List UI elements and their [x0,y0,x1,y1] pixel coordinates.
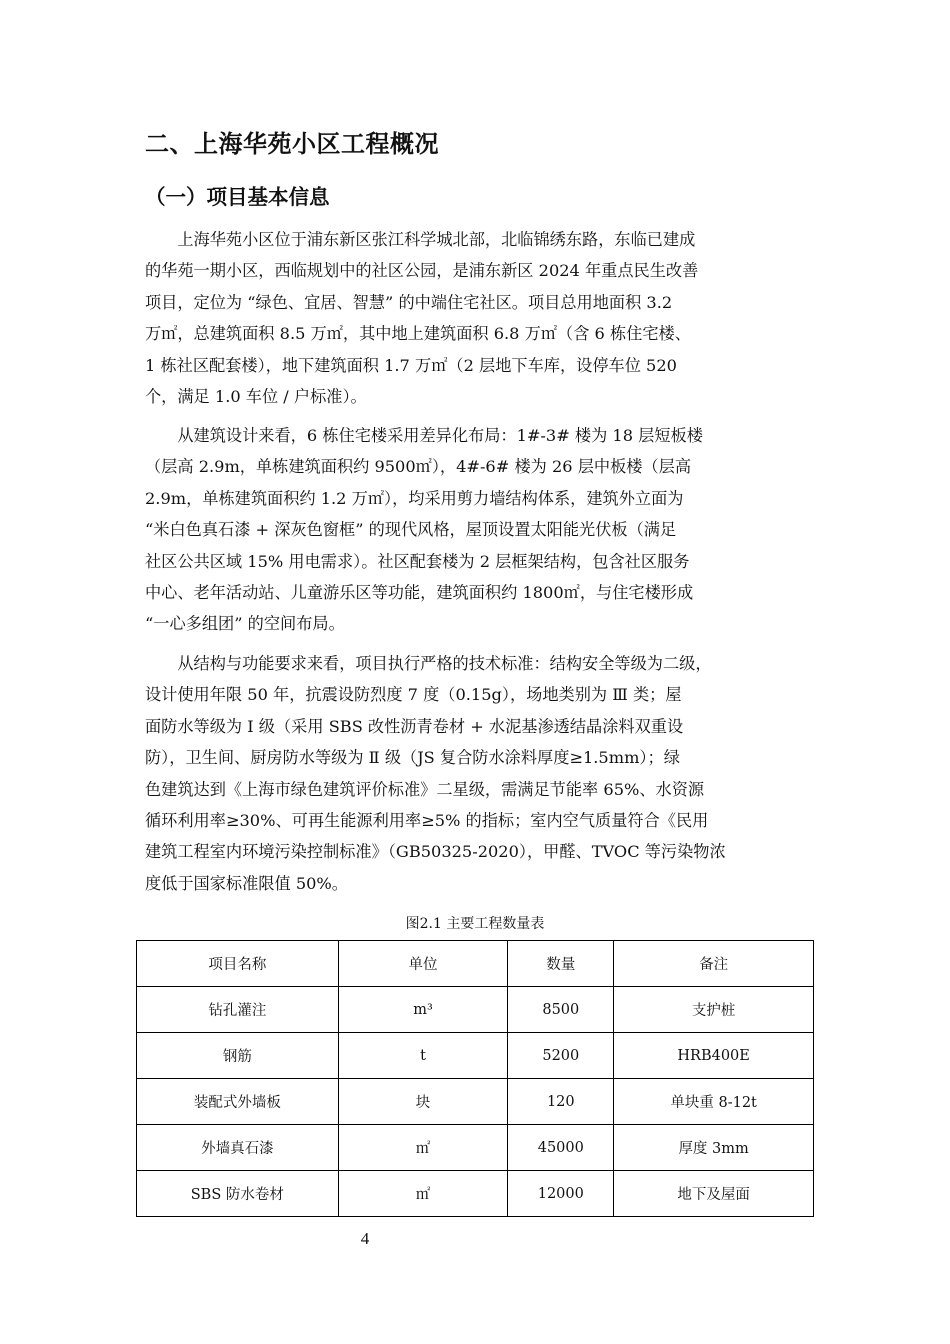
text-line: “一心多组团” 的空间布局。 [145,614,345,634]
table-cell: SBS 防水卷材 [137,1171,339,1217]
table-row [137,1171,814,1217]
table-cell: t [338,1033,508,1079]
text-line: 设计使用年限 50 年，抗震设防烈度 7 度（0.15g），场地类别为 Ⅲ 类；屋 [145,685,682,705]
text-line: 面防水等级为 Ⅰ 级（采用 SBS 改性沥青卷材 + 水泥基渗透结晶涂料双重设 [145,716,684,736]
text-line: 个，满足 1.0 车位 / 户标准）。 [145,386,367,406]
text-line: 社区公共区域 15% 用电需求）。社区配套楼为 2 层框架结构，包含社区服务 [145,551,690,571]
header-cell-item: 项目名称 [137,941,339,987]
table-cell: 厚度 3mm [614,1125,814,1171]
table-cell: 地下及屋面 [614,1171,814,1217]
page-number: 4 [360,1229,370,1248]
table-row [137,987,814,1033]
table-cell: 钢筋 [137,1033,339,1079]
table-cell: 支护桩 [614,987,814,1033]
table-cell: 钻孔灌注 [137,987,339,1033]
table-row [137,1125,814,1171]
quantity-table [136,940,814,1217]
text-line: 1 栋社区配套楼），地下建筑面积 1.7 万㎡（2 层地下车库，设停车位 520 [145,355,677,375]
header-cell-unit: 单位 [338,941,508,987]
text-line: 色建筑达到《上海市绿色建筑评价标准》二星级，需满足节能率 65%、水资源 [145,779,705,799]
table-cell: ㎡ [338,1171,508,1217]
text-line: 度低于国家标准限值 50%。 [145,873,348,893]
paragraph-location [145,224,815,412]
text-line: 万㎡，总建筑面积 8.5 万㎡，其中地上建筑面积 6.8 万㎡（含 6 栋住宅楼、 [145,324,691,344]
table-cell: 5200 [508,1033,614,1079]
table-cell: 120 [508,1079,614,1125]
table-cell: 12000 [508,1171,614,1217]
table-cell: 块 [338,1079,508,1125]
text-line: 防），卫生间、厨房防水等级为 Ⅱ 级（JS 复合防水涂料厚度≥1.5mm）；绿 [145,748,680,768]
table-cell: 单块重 8-12t [614,1079,814,1125]
text-line: 从建筑设计来看，6 栋住宅楼采用差异化布局：1#-3# 楼为 18 层短板楼 [145,426,703,445]
table-cell: ㎡ [338,1125,508,1171]
table-cell: HRB400E [614,1033,814,1079]
text-line: 建筑工程室内环境污染控制标准》（GB50325-2020），甲醛、TVOC 等污染物浓 [145,842,726,862]
section-heading: 二、上海华苑小区工程概况 [145,130,439,158]
table-cell: m³ [338,987,508,1033]
text-line: 中心、老年活动站、儿童游乐区等功能，建筑面积约 1800㎡，与住宅楼形成 [145,582,694,602]
text-line: 2.9m，单栋建筑面积约 1.2 万㎡），均采用剪力墙结构体系，建筑外立面为 [145,488,684,508]
table-caption: 图2.1 主要工程数量表 [405,916,545,932]
paragraph-architecture [145,420,815,640]
paragraph-structure [145,648,815,899]
table-cell: 装配式外墙板 [137,1079,339,1125]
table-row [137,1033,814,1079]
text-line: 循环利用率≥30%、可再生能源利用率≥5% 的指标；室内空气质量符合《民用 [145,810,709,830]
text-line: 的华苑一期小区，西临规划中的社区公园，是浦东新区 2024 年重点民生改善 [145,261,699,281]
text-line: 上海华苑小区位于浦东新区张江科学城北部，北临锦绣东路，东临已建成 [145,230,696,249]
text-line: 从结构与功能要求来看，项目执行严格的技术标准：结构安全等级为二级， [145,654,712,673]
table-cell: 8500 [508,987,614,1033]
header-cell-remark: 备注 [614,941,814,987]
text-line: 项目，定位为 “绿色、宜居、智慧” 的中端住宅社区。项目总用地面积 3.2 [145,292,673,312]
text-line: （层高 2.9m，单栋建筑面积约 9500㎡），4#-6# 楼为 26 层中板楼（层高 [145,457,692,477]
table-cell: 45000 [508,1125,614,1171]
subsection-heading: （一）项目基本信息 [145,185,330,209]
header-cell-quantity: 数量 [508,941,614,987]
table-row [137,1079,814,1125]
table-cell: 外墙真石漆 [137,1125,339,1171]
table-header-row [137,941,814,987]
text-line: “米白色真石漆 + 深灰色窗框” 的现代风格，屋顶设置太阳能光伏板（满足 [145,520,677,540]
